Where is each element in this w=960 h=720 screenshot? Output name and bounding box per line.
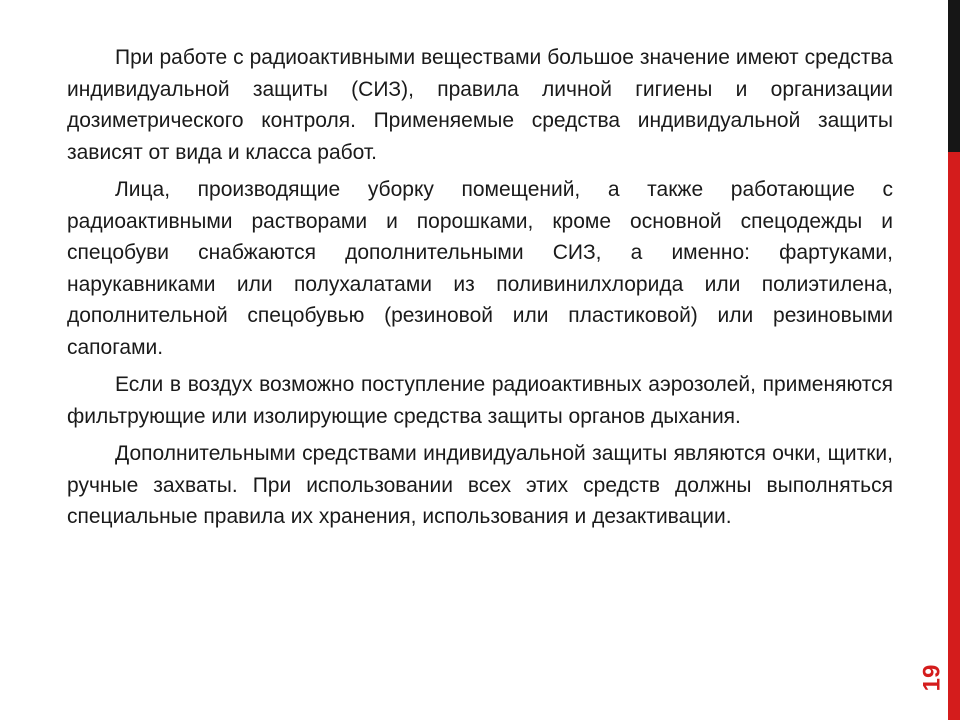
dark-side-bar-segment: [948, 0, 960, 152]
paragraph-3: Если в воздух возможно поступление радиоактивных аэрозолей, применяются фильтрующие или изолирующие средства защиты органов дыхания.: [67, 373, 893, 428]
page-number-label: 19: [917, 664, 945, 692]
page-number: [917, 660, 947, 696]
slide-body: [67, 42, 893, 539]
paragraph-1: При работе с радиоактивными веществами большое значение имеют средства индивидуальной защиты (СИЗ), правила личной гигиены и организации дозиметрического контроля. Применяемые средства индивидуальной защиты зависят от вида и класса работ.: [67, 46, 893, 164]
paragraph-2: Лица, производящие уборку помещений, а также работающие с радиоактивными растворами и порошками, кроме основной спецодежды и спецобуви снабжаются дополнительными СИЗ, а именно: фартуками, нарукавниками или полухалатами из поливинилхлорида или полиэтилена, дополнительной спецобувью (резиновой или пластиковой) или резиновыми сапогами.: [67, 178, 893, 359]
paragraph-4: Дополнительными средствами индивидуальной защиты являются очки, щитки, ручные захваты. При использовании всех этих средств должны выполняться специальные правила их хранения, использования и дезактивации.: [67, 442, 893, 528]
